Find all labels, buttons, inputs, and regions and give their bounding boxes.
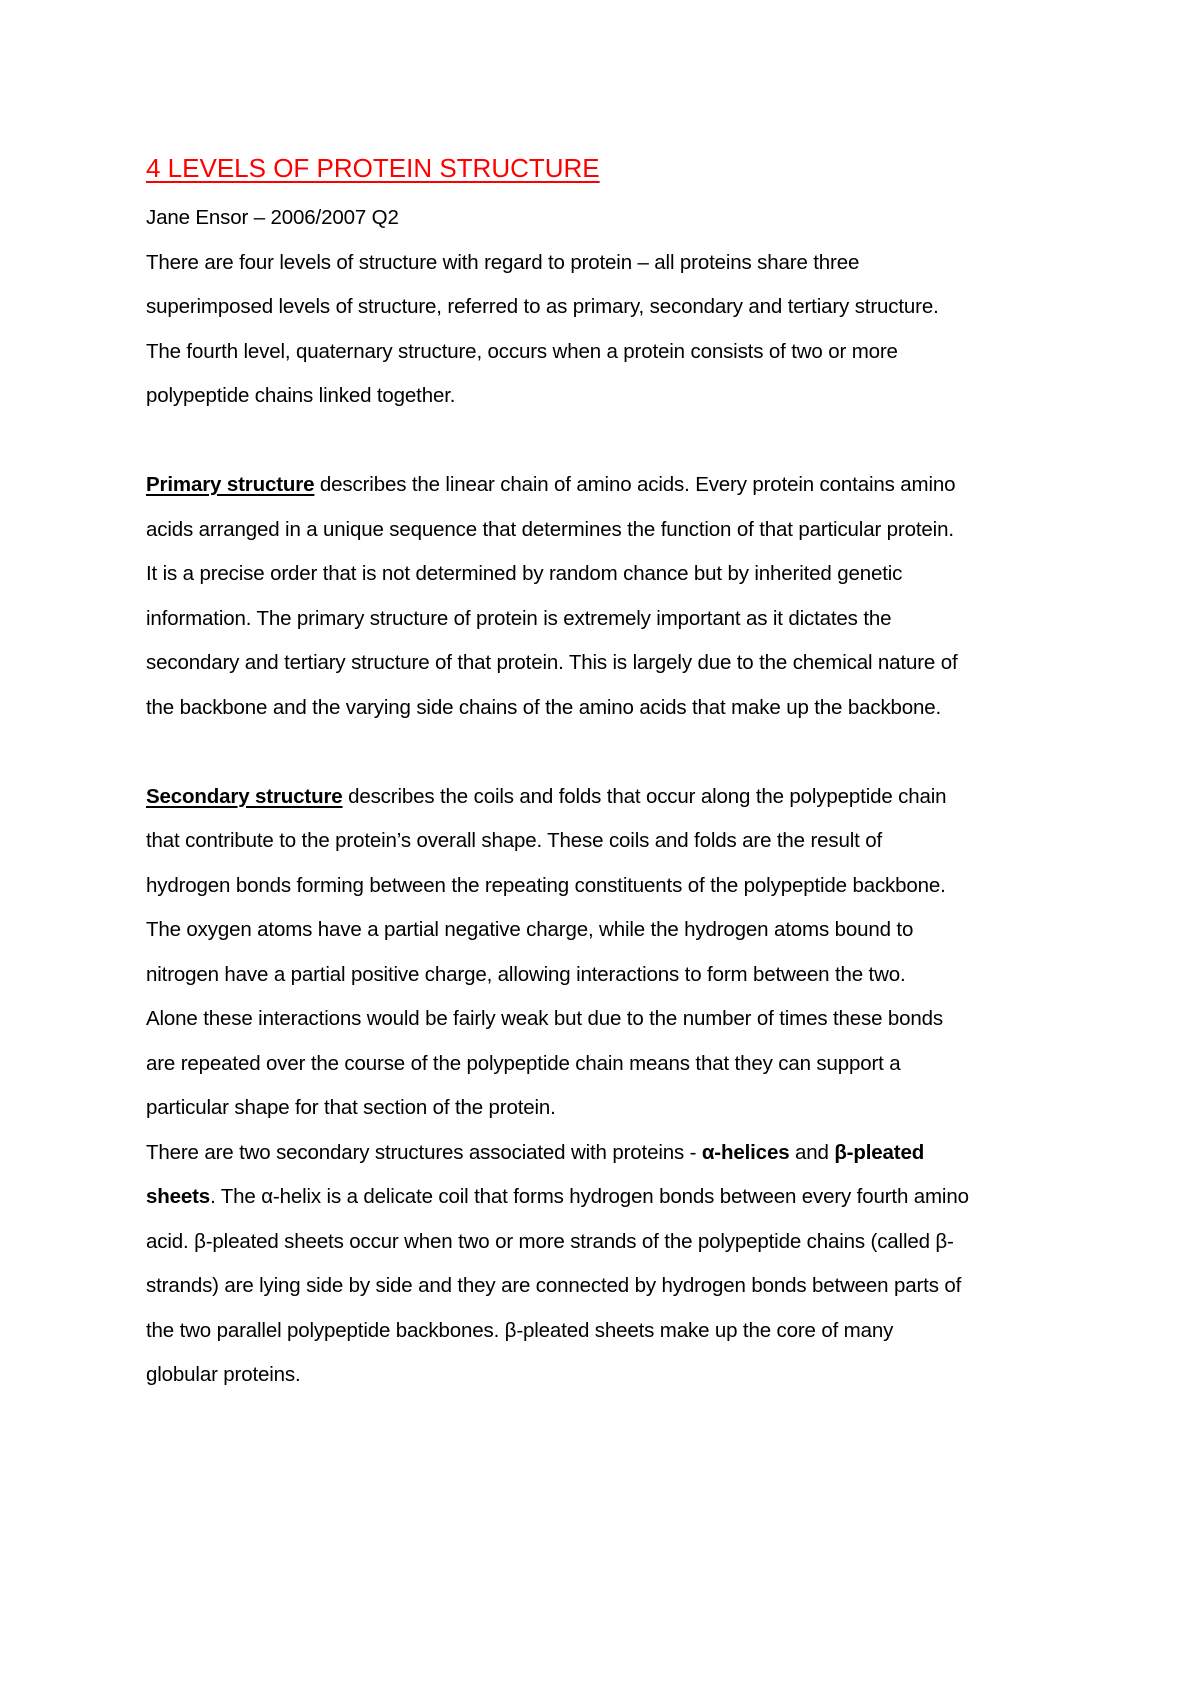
paragraph-line: information. The primary structure of protein is extremely important as it dictates the	[146, 606, 892, 630]
paragraph-line: secondary and tertiary structure of that protein. This is largely due to the chemical nature of	[146, 651, 958, 674]
paragraph-line: superimposed levels of structure, referred to as primary, secondary and tertiary structure.	[146, 295, 939, 318]
paragraph-line: strands) are lying side by side and they are connected by hydrogen bonds between parts of	[146, 1274, 962, 1297]
paragraph-line: that contribute to the protein’s overall shape. These coils and folds are the result of	[146, 829, 883, 852]
paragraph-line	[146, 1131, 1081, 1176]
secondary-structure-heading: Secondary structure	[146, 784, 343, 808]
beta-pleated-term: β-pleated	[834, 1140, 925, 1164]
paragraph-line: hydrogen bonds forming between the repeating constituents of the polypeptide backbone.	[146, 873, 946, 897]
paragraph-line: The oxygen atoms have a partial negative charge, while the hydrogen atoms bound to	[146, 918, 914, 941]
paragraph-line: Alone these interactions would be fairly weak but due to the number of times these bonds	[146, 1007, 944, 1030]
paragraph-text: describes the coils and folds that occur along the polypeptide chain	[342, 784, 947, 808]
paragraph-text: describes the linear chain of amino acids. Every protein contains amino	[314, 473, 956, 496]
secondary-structure-paragraph	[146, 775, 1081, 1398]
sheets-term: sheets	[146, 1185, 211, 1208]
paragraph-line: the backbone and the varying side chains of the amino acids that make up the backbone.	[146, 695, 942, 719]
paragraph-text: and	[789, 1140, 835, 1164]
paragraph-text: There are two secondary structures associated with proteins -	[146, 1140, 702, 1164]
paragraph-line: are repeated over the course of the polypeptide chain means that they can support a	[146, 1051, 901, 1075]
paragraph-line: acid. β-pleated sheets occur when two or more strands of the polypeptide chains (called β-	[146, 1229, 954, 1253]
paragraph-line: polypeptide chains linked together.	[146, 384, 456, 407]
document-title: 4 LEVELS OF PROTEIN STRUCTURE	[146, 153, 600, 183]
paragraph-text: . The α-helix is a delicate coil that forms hydrogen bonds between every fourth amino	[210, 1185, 969, 1208]
alpha-helices-term: α-helices	[701, 1140, 790, 1164]
primary-structure-heading: Primary structure	[146, 473, 315, 496]
intro-paragraph	[146, 241, 1081, 419]
paragraph-spacer	[146, 419, 1081, 464]
paragraph-line: acids arranged in a unique sequence that determines the function of that particular protein.	[146, 517, 954, 541]
paragraph-line: The fourth level, quaternary structure, occurs when a protein consists of two or more	[146, 339, 898, 363]
paragraph-spacer	[146, 730, 1081, 775]
primary-structure-paragraph	[146, 463, 1081, 730]
document-content	[146, 148, 1081, 1398]
paragraph-line: It is a precise order that is not determined by random chance but by inherited genetic	[146, 562, 903, 585]
paragraph-line: nitrogen have a partial positive charge, allowing interactions to form between the two.	[146, 962, 906, 986]
paragraph-line	[146, 1175, 1081, 1220]
paragraph-line	[146, 463, 1081, 508]
paragraph-line: particular shape for that section of the protein.	[146, 1096, 556, 1119]
paragraph-line: the two parallel polypeptide backbones. β-pleated sheets make up the core of many	[146, 1318, 894, 1342]
paragraph-line: There are four levels of structure with regard to protein – all proteins share three	[146, 250, 860, 274]
paragraph-line	[146, 775, 1081, 820]
byline: Jane Ensor – 2006/2007 Q2	[146, 206, 399, 229]
paragraph-line: globular proteins.	[146, 1363, 301, 1386]
